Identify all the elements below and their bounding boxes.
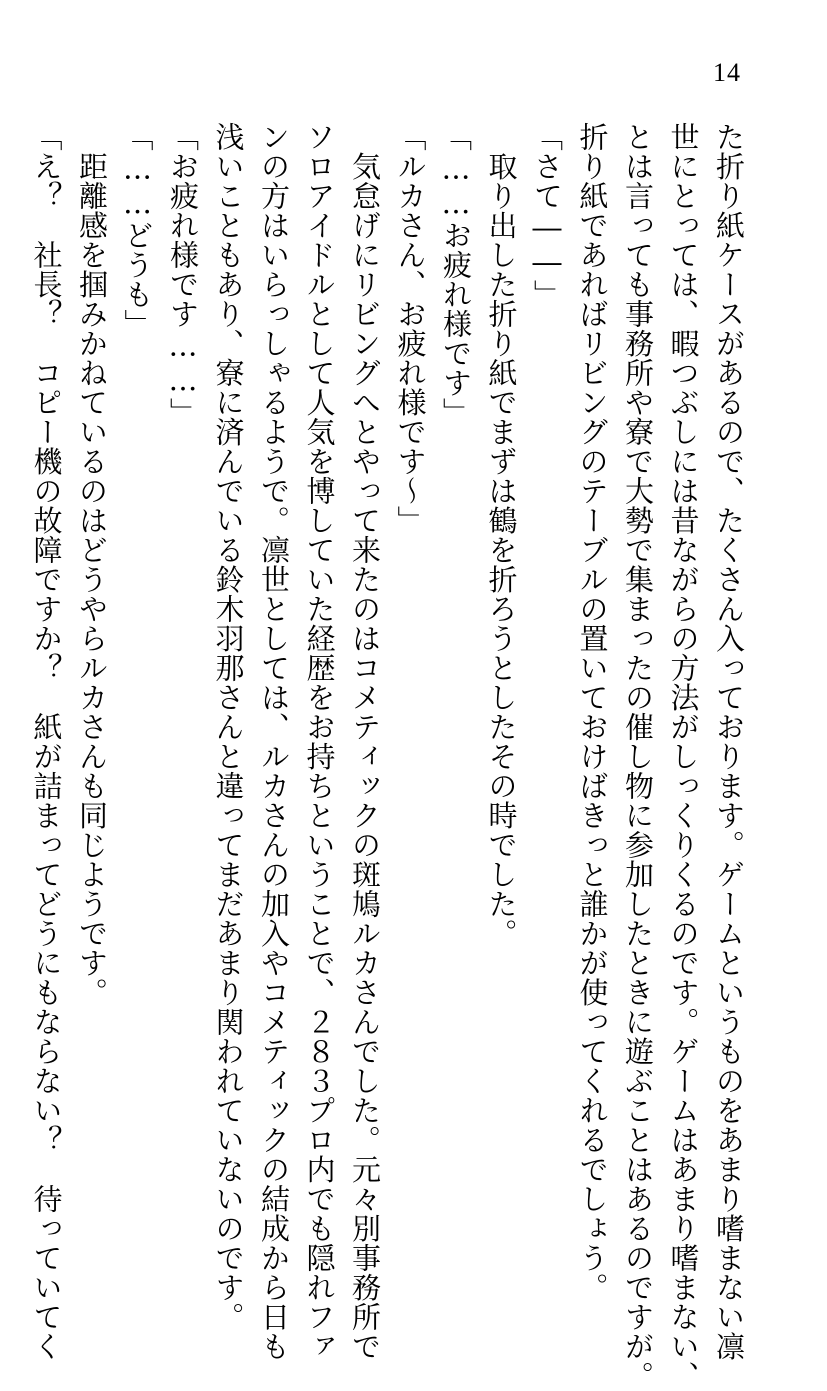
text-line: た折り紙ケースがあるので、たくさん入っております。ゲームというものをあまり嗜まない凛 (712, 122, 746, 1361)
body-text (23, 122, 751, 1391)
text-line: 折り紙であればリビングのテーブルの置いておけばきっと誰かが使ってくれるでしょう。 (575, 122, 610, 1302)
text-line: 「え？ 社長？ コピー機の故障ですか？ 紙が詰まってどうにもならない？ 待っていてく (29, 122, 64, 1361)
text-line: 「……どうも」 (120, 122, 155, 339)
text-line: 「さて――」 (530, 122, 564, 309)
text-line: 「お疲れ様です……」 (166, 122, 200, 427)
text-line: 「……お疲れ様です」 (439, 122, 473, 427)
text-line: ソロアイドルとして人気を博していた経歴をお持ちということで、２８３プロ内でも隠れファ (302, 122, 337, 1361)
text-line: とは言っても事務所や寮で大勢で集まったの催し物に参加したときに遊ぶことはあるのですが。 (621, 122, 655, 1391)
text-line: 距離感を掴みかねているのはどうやらルカさんも同じようです。 (75, 122, 109, 1007)
page-number: 14 (713, 58, 741, 87)
text-line: 「ルカさん、お疲れ様です～」 (393, 122, 428, 535)
text-line: 浅いこともあり、寮に済んでいる鈴木羽那さんと違ってまだあまり関われていないのです。 (211, 122, 246, 1332)
text-line: 気怠げにリビングへとやって来たのはコメティックの斑鳩ルカさんでした。元々別事務所で (348, 122, 382, 1361)
text-line: 世にとっては、暇つぶしには昔ながらの方法がしっくりくるのです。ゲームはあまり嗜まない、 (666, 122, 701, 1391)
text-line: ンの方はいらっしゃるようで。凛世としては、ルカさんの加入やコメティックの結成から日も (257, 122, 291, 1361)
text-line: 取り出した折り紙でまずは鶴を折ろうとしたその時でした。 (484, 122, 519, 948)
